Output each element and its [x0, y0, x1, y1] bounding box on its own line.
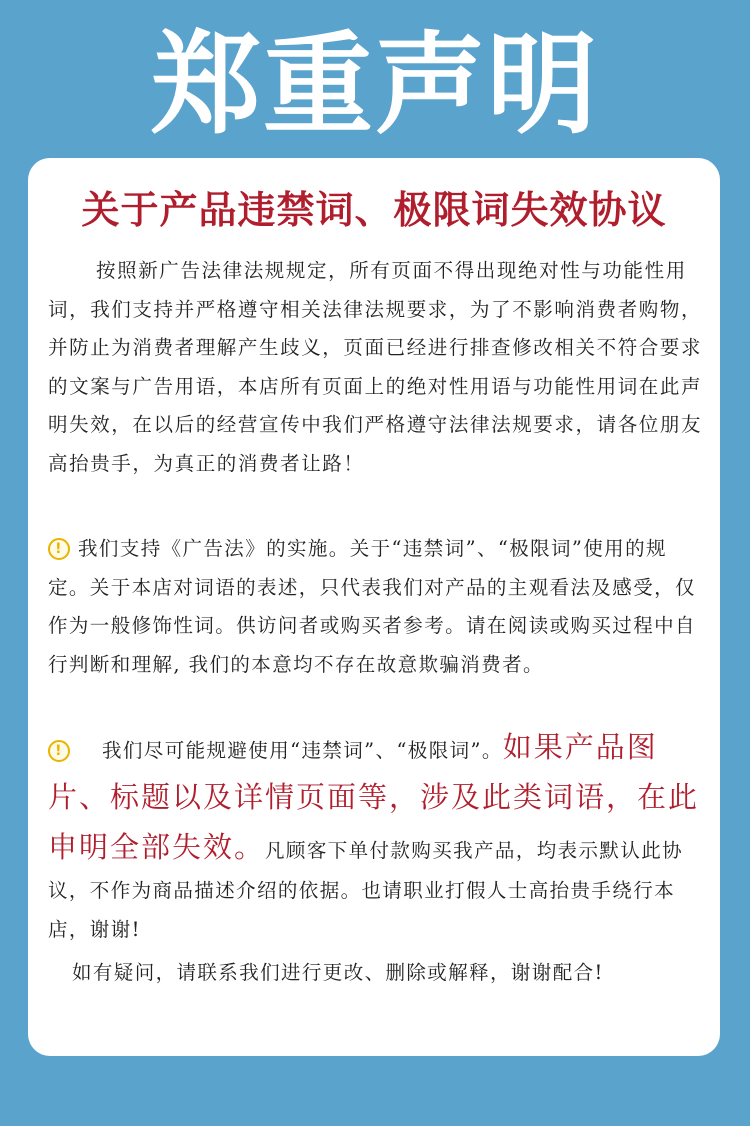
statement-heading: 关于产品违禁词、极限词失效协议	[81, 187, 667, 232]
paragraph-avoid-words-tail: 凡顾客下单付款购买我产品，均表示默认此协议，不作为商品描述介绍的依据。也请职业打假人士高抬贵手绕行本店，谢谢!	[48, 839, 684, 941]
statement-card	[28, 158, 720, 1056]
paragraph-ad-law	[48, 530, 704, 684]
invalid-statement-highlight: 如果产品图片、标题以及详情页面等，涉及此类词语，在此申明全部失效。	[48, 730, 700, 864]
paragraph-regulation-text: 按照新广告法律法规规定，所有页面不得出现绝对性与功能性用词，我们支持并严格遵守相关法律法规要求，为了不影响消费者购物，并防止为消费者理解产生歧义，页面已经进行排查修改相关不符合要求的文案与广告用语，本店所有页面上的绝对性用语与功能性用词在此声明失效，在以后的经营宣传中我们严格遵守法律法规要求，请各位朋友高抬贵手，为真正的消费者让路！	[48, 259, 703, 475]
paragraph-avoid-words	[48, 722, 704, 949]
exclamation-circle-icon: !	[48, 740, 70, 762]
paragraph-avoid-words-text: 我们尽可能规避使用“违禁词”、“极限词”。	[102, 739, 503, 762]
page-title: 郑重声明	[151, 21, 599, 149]
exclamation-circle-icon: !	[48, 538, 70, 560]
paragraph-contact	[48, 954, 704, 993]
paragraph-ad-law-text: 我们支持《广告法》的实施。关于“违禁词”、“极限词”使用的规定。关于本店对词语的表述，只代表我们对产品的主观看法及感受，仅作为一般修饰性词。供访问者或购买者参考。请在阅读或购买过程中自行判断和理解, 我们的本意均不存在故意欺骗消费者。	[48, 537, 696, 676]
paragraph-regulation	[48, 252, 704, 483]
paragraph-contact-text: 如有疑问，请联系我们进行更改、删除或解释，谢谢配合!	[72, 961, 604, 984]
